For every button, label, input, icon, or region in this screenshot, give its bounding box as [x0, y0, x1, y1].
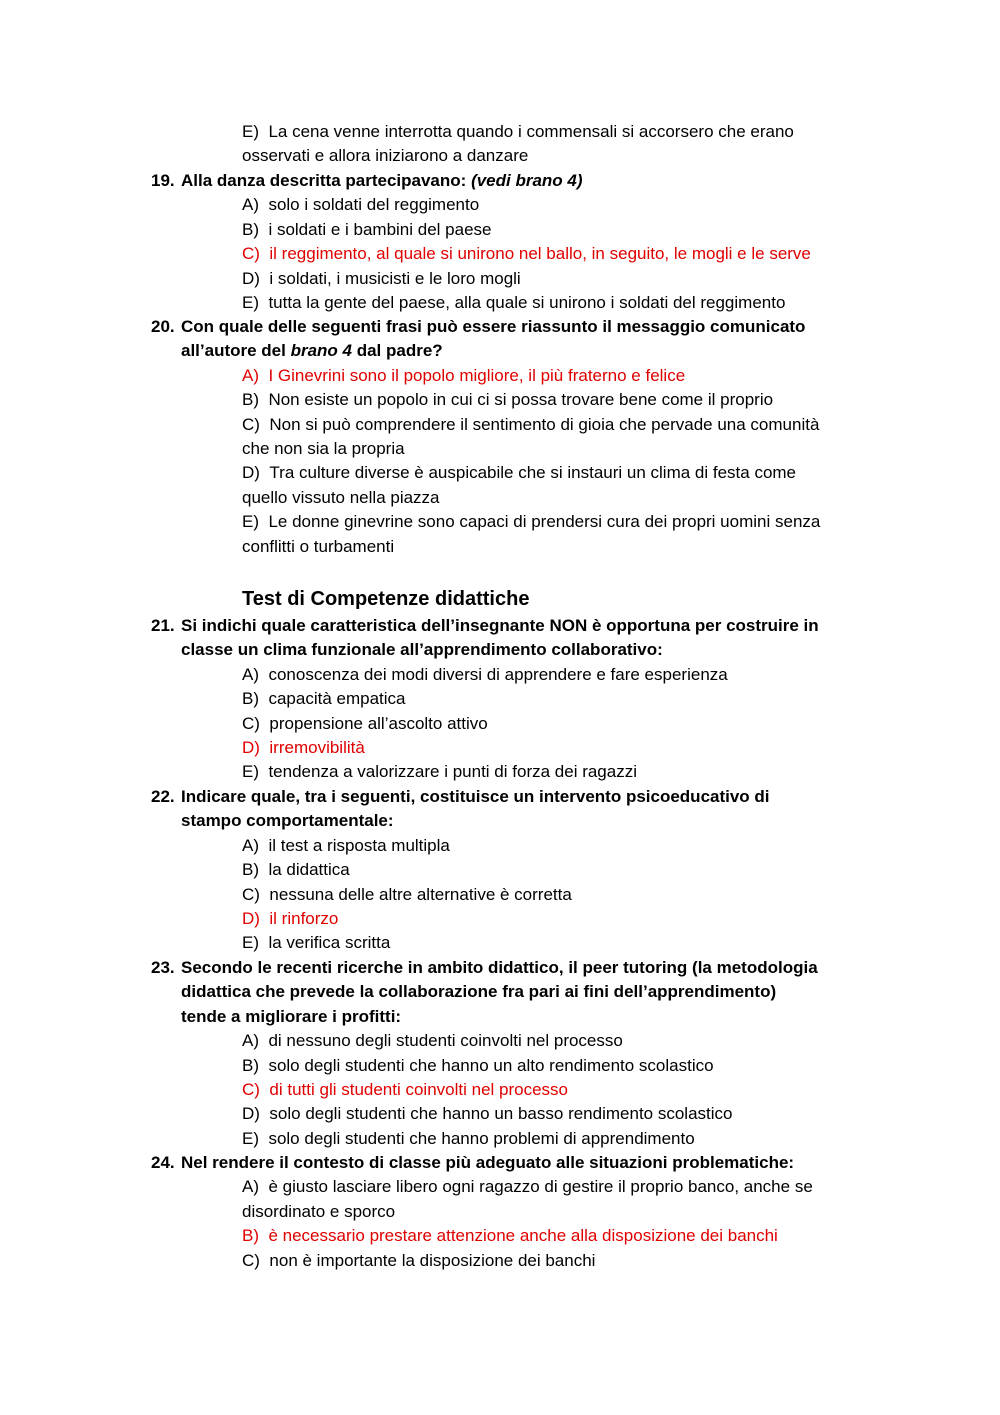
- option-e: E) Le donne ginevrine sono capaci di prendersi cura dei propri uomini senza conflitti o turbamenti: [242, 512, 821, 556]
- question-20: [151, 315, 881, 559]
- question-number: 23.: [151, 958, 175, 977]
- option-e: E) tutta la gente del paese, alla quale si unirono i soldati del reggimento: [242, 293, 786, 313]
- question-24-options: [242, 1175, 882, 1273]
- question-number: 21.: [151, 616, 175, 635]
- option-c: C) non è importante la disposizione dei banchi: [242, 1250, 596, 1270]
- question-23-stem: 23. Secondo le recenti ricerche in ambito didattico, il peer tutoring (la metodologia didattica che prevede la collaborazione fra pari ai fini dell’apprendimento) tende a migliorare i profitti:: [151, 958, 818, 1026]
- question-reference: (vedi brano 4): [471, 171, 583, 190]
- option-c: C) propensione all’ascolto attivo: [242, 713, 488, 733]
- option-label: E): [242, 122, 259, 141]
- question-23: [151, 956, 881, 1151]
- passage-reference: brano 4: [290, 341, 352, 361]
- option-a-correct: A) I Ginevrini sono il popolo migliore, il più fraterno e felice: [242, 365, 686, 385]
- option-b: B) la didattica: [242, 860, 350, 880]
- question-number: 19.: [151, 171, 175, 190]
- question-21: [151, 614, 881, 785]
- question-text: Con quale delle seguenti frasi può essere riassunto il messaggio comunicato: [181, 317, 806, 336]
- option-c-correct: C) il reggimento, al quale si unirono nel ballo, in seguito, le mogli e le serve: [242, 244, 811, 264]
- option-d: D) Tra culture diverse è auspicabile che si instauri un clima di festa come quello vissuto nella piazza: [242, 463, 797, 507]
- question-number: 22.: [151, 787, 175, 806]
- question-text: Alla danza descritta partecipavano:: [181, 171, 467, 190]
- option-b: B) i soldati e i bambini del paese: [242, 219, 492, 239]
- question-21-options: [242, 663, 882, 785]
- option-e: E) tendenza a valorizzare i punti di forza dei ragazzi: [242, 762, 637, 782]
- option-d: D) i soldati, i musicisti e le loro mogli: [242, 268, 521, 288]
- question-23-options: [242, 1029, 882, 1151]
- option-b: B) capacità empatica: [242, 689, 406, 709]
- option-b: B) Non esiste un popolo in cui ci si possa trovare bene come il proprio: [242, 390, 774, 410]
- question-19: [151, 169, 881, 315]
- option-c: C) nessuna delle altre alternative è corretta: [242, 884, 572, 904]
- option-e: E) la verifica scritta: [242, 933, 391, 953]
- option-e: [242, 120, 892, 144]
- option-d-correct: D) irremovibilità: [242, 738, 365, 758]
- option-a: A) il test a risposta multipla: [242, 835, 450, 855]
- option-d: D) solo degli studenti che hanno un basso rendimento scolastico: [242, 1104, 733, 1124]
- question-22-options: [242, 834, 882, 956]
- question-19-options: [242, 193, 882, 315]
- option-text: osservati e allora iniziarono a danzare: [242, 146, 529, 166]
- option-b-correct: B) è necessario prestare attenzione anche alla disposizione dei banchi: [242, 1226, 778, 1246]
- option-d-correct: D) il rinforzo: [242, 909, 339, 929]
- option-b: B) solo degli studenti che hanno un alto rendimento scolastico: [242, 1055, 714, 1075]
- question-number: 20.: [151, 317, 175, 336]
- section-title: Test di Competenze didattiche: [242, 588, 530, 610]
- option-text: La cena venne interrotta quando i commensali si accorsero che erano: [268, 122, 794, 141]
- question-22: [151, 785, 881, 956]
- option-a: A) di nessuno degli studenti coinvolti nel processo: [242, 1031, 623, 1051]
- question-20-options: [242, 364, 882, 559]
- option-c-correct: C) di tutti gli studenti coinvolti nel processo: [242, 1080, 569, 1100]
- question-number: 24.: [151, 1153, 175, 1172]
- question-19-stem: [151, 169, 881, 193]
- question-22-stem: 22. Indicare quale, tra i seguenti, costituisce un intervento psicoeducativo di stampo comportamentale:: [151, 787, 770, 831]
- option-a: A) conoscenza dei modi diversi di apprendere e fare esperienza: [242, 664, 728, 684]
- question-24: [151, 1151, 881, 1273]
- question-20-stem: 20. Con quale delle seguenti frasi può essere riassunto il messaggio comunicato all’autore del brano 4 dal padre?: [151, 317, 806, 361]
- question-18-continuation: [242, 120, 892, 169]
- option-e: E) solo degli studenti che hanno problemi di apprendimento: [242, 1128, 695, 1148]
- option-a: A) solo i soldati del reggimento: [242, 195, 480, 215]
- question-21-stem: 21. Si indichi quale caratteristica dell’insegnante NON è opportuna per costruire in classe un clima funzionale all’apprendimento collaborativo:: [151, 616, 819, 660]
- option-a: A) è giusto lasciare libero ogni ragazzo di gestire il proprio banco, anche se disordinato e sporco: [242, 1177, 813, 1221]
- question-24-stem: 24. Nel rendere il contesto di classe più adeguato alle situazioni problematiche:: [181, 1151, 881, 1175]
- option-e-continuation: [242, 144, 892, 168]
- option-c: C) Non si può comprendere il sentimento di gioia che pervade una comunità che non sia la propria: [242, 414, 820, 459]
